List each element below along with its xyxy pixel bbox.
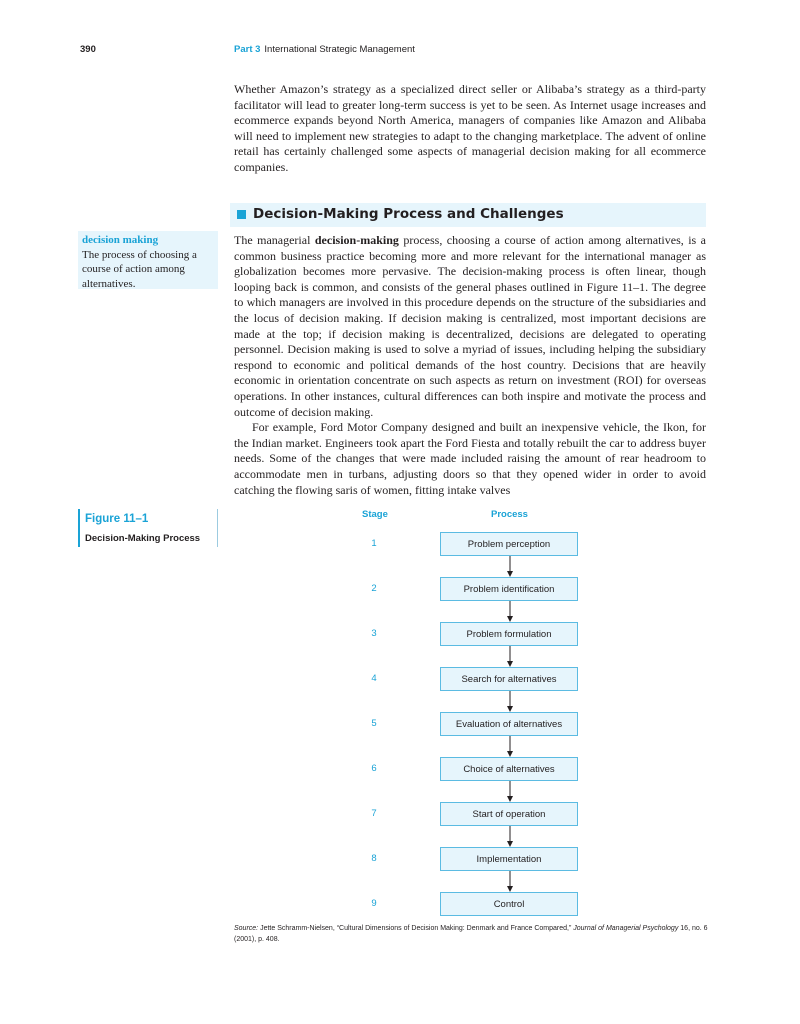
key-term: decision-making bbox=[314, 233, 399, 247]
figure-source bbox=[234, 923, 709, 945]
figure-title: Decision-Making Process bbox=[85, 533, 201, 544]
source-label: Source: bbox=[234, 925, 259, 932]
body-paragraph-1 bbox=[234, 233, 706, 420]
body-text bbox=[234, 233, 706, 498]
stage-number-1: 1 bbox=[371, 538, 377, 549]
section-title: Decision-Making Process and Challenges bbox=[253, 206, 564, 222]
stage-number-5: 5 bbox=[371, 718, 377, 729]
stage-column-header: Stage bbox=[362, 509, 388, 520]
section-heading bbox=[230, 203, 706, 227]
process-step-2: Problem identification bbox=[440, 577, 578, 601]
process-column-header: Process bbox=[491, 509, 528, 520]
source-text: Jette Schramm-Nielsen, “Cultural Dimensions of Decision Making: Denmark and France Compared,” bbox=[260, 925, 572, 932]
source-journal: Journal of Managerial Psychology bbox=[573, 925, 679, 932]
process-step-7: Start of operation bbox=[440, 802, 578, 826]
part-label: Part 3 bbox=[234, 44, 261, 55]
source-tail: 16, no. 6 (2001), p. 408. bbox=[234, 925, 708, 943]
margin-definition bbox=[78, 231, 218, 289]
stage-number-2: 2 bbox=[371, 583, 377, 594]
stage-number-4: 4 bbox=[371, 673, 377, 684]
intro-paragraph: Whether Amazon’s strategy as a specialized direct seller or Alibaba’s strategy as a third-party facilitator will lead to greater long-term success is yet to be seen. As Internet usage increases and ecommerce expands beyond North America, managers of companies like Amazon and Alibaba will need to implement new strategies to adapt to the changing marketplace. The advent of online retail has certainly challenged some aspects of managerial decision making for all ecommerce companies. bbox=[234, 82, 706, 174]
stage-number-8: 8 bbox=[371, 853, 377, 864]
part-title: International Strategic Management bbox=[264, 44, 415, 55]
body-p1-start: The managerial bbox=[234, 233, 315, 247]
definition-term: decision making bbox=[82, 234, 159, 246]
section-bullet-icon bbox=[237, 210, 246, 219]
process-step-6: Choice of alternatives bbox=[440, 757, 578, 781]
process-step-1: Problem perception bbox=[440, 532, 578, 556]
running-head bbox=[234, 44, 415, 55]
process-step-3: Problem formulation bbox=[440, 622, 578, 646]
stage-number-6: 6 bbox=[371, 763, 377, 774]
body-p1-rest: process, choosing a course of action among alternatives, is a common business practice becoming more and more relevant for the international manager as globalization becomes more pervasive. The decision-making process is often linear, though looping back is common, and consists of the general phases outlined in Figure 11–1. The degree to which managers are involved in this procedure depends on the structure of the subsidiaries and the locus of decision making. If decision making is centralized, most important decisions are made at the top; if decision making is decentralized, decisions are delegated to operating personnel. Decision making is used to solve a myriad of issues, including helping the subsidiary respond to economic and political demands of the host country. Decisions that are heavily economic in orientation concentrate on such aspects as return on investment (ROI) for overseas operations. In other instances, cultural differences can both inspire and motivate the process and outcome of decision making. bbox=[234, 233, 706, 419]
page-number: 390 bbox=[80, 44, 96, 55]
figure-label bbox=[78, 509, 218, 547]
stage-number-7: 7 bbox=[371, 808, 377, 819]
body-paragraph-2: For example, Ford Motor Company designed and built an inexpensive vehicle, the Ikon, for the Indian market. Engineers took apart the Ford Fiesta and totally rebuilt the car to address buyer needs. Some of the changes that were made included raising the amount of rear headroom to accommodate men in turbans, adjusting doors so that they opened wider in order to avoid catching the flowing saris of women, fitting intake valves bbox=[234, 420, 706, 497]
process-step-5: Evaluation of alternatives bbox=[440, 712, 578, 736]
definition-text: The process of choosing a course of action among alternatives. bbox=[82, 248, 197, 290]
figure-number: Figure 11–1 bbox=[85, 513, 149, 525]
process-step-8: Implementation bbox=[440, 847, 578, 871]
process-step-4: Search for alternatives bbox=[440, 667, 578, 691]
stage-number-3: 3 bbox=[371, 628, 377, 639]
process-step-9: Control bbox=[440, 892, 578, 916]
stage-number-9: 9 bbox=[371, 898, 377, 909]
